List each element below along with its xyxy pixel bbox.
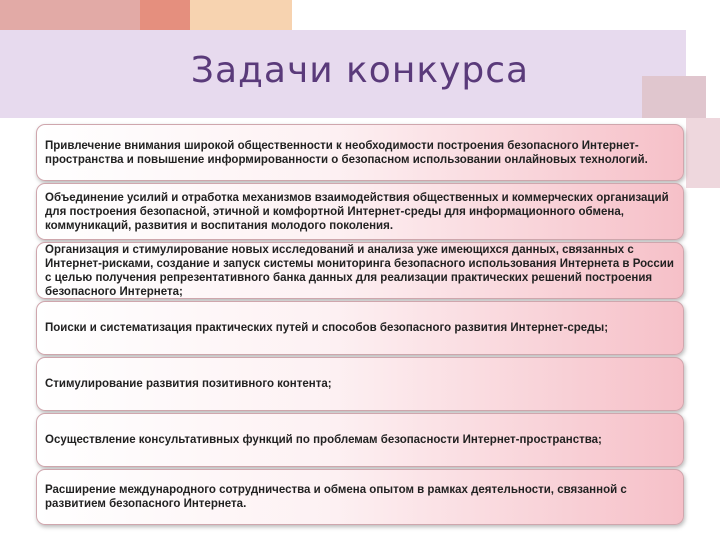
task-item xyxy=(36,124,684,181)
task-text: Поиски и систематизация практических путей и способов безопасного развития Интернет-среды; xyxy=(45,322,609,334)
task-text: Организация и стимулирование новых исследований и анализа уже имеющихся данных, связанных с Интернет-рисками, создание и запуск системы мониторинга безопасного использования Интернета в России с целью получения репрезентативного банка данных для реализации практических решений построения безопасного Интернета; xyxy=(45,243,674,298)
task-text: Осуществление консультативных функций по проблемам безопасности Интернет-пространства; xyxy=(45,434,602,446)
decor-block-white xyxy=(292,0,720,30)
decor-side-block-lower xyxy=(686,118,720,188)
task-text: Объединение усилий и отработка механизмов взаимодействия общественных и коммерческих организаций для построения безопасной, этичной и комфортной Интернет-среды для информационного обмена, коммуникаций, развития и воспитания молодого поколения. xyxy=(45,191,669,232)
task-item xyxy=(36,469,684,525)
task-list xyxy=(36,124,684,527)
task-text: Стимулирование развития позитивного контента; xyxy=(45,378,332,390)
task-item xyxy=(36,413,684,467)
task-item xyxy=(36,357,684,411)
task-item xyxy=(36,242,684,299)
task-item xyxy=(36,301,684,355)
slide-title: Задачи конкурса xyxy=(190,50,530,91)
task-text: Расширение международного сотрудничества и обмена опытом в рамках деятельности, связанной с развитием безопасного Интернета. xyxy=(45,484,627,510)
task-text: Привлечение внимания широкой общественности к необходимости построения безопасного Интернет-пространства и повышение информированности о безопасном использовании онлайновых технологий. xyxy=(45,139,648,166)
task-item xyxy=(36,183,684,240)
